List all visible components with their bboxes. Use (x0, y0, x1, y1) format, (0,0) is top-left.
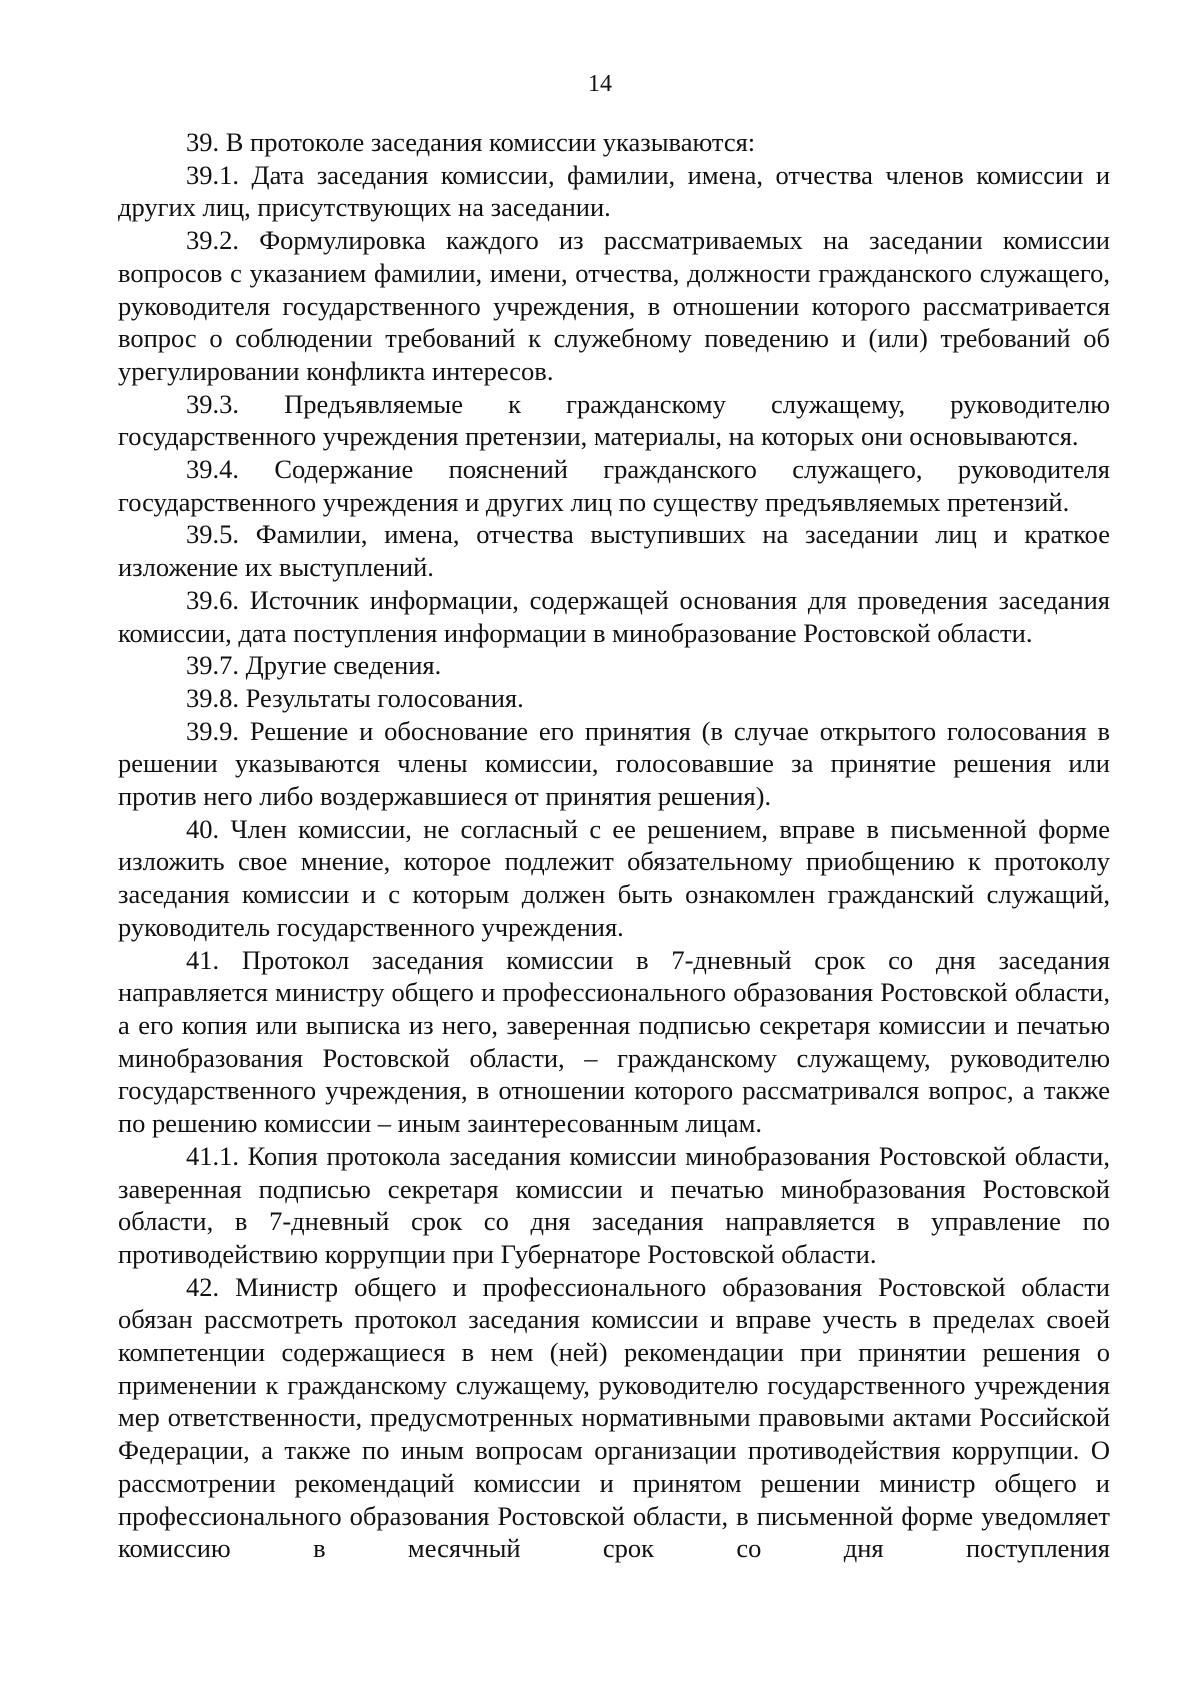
paragraph-39-2: 39.2. Формулировка каждого из рассматриваемых на заседании комиссии вопросов с указанием фамилии, имени, отчества, должности гражданского служащего, руководителя государственного учреждения, в отношении которого рассматривается вопрос о соблюдении требований к служебному поведению и (или) требований об урегулировании конфликта интересов. (118, 225, 1110, 386)
document-body (118, 126, 1110, 1565)
paragraph-39-6: 39.6. Источник информации, содержащей основания для проведения заседания комиссии, дата поступления информации в минобразование Ростовской области. (118, 584, 1110, 648)
paragraph-41: 41. Протокол заседания комиссии в 7-дневный срок со дня заседания направляется министру общего и профессионального образования Ростовской области, а его копия или выписка из него, заверенная подписью секретаря комиссии и печатью минобразования Ростовской области, – гражданскому служащему, руководителю государственного учреждения, в отношении которого рассматривался вопрос, а также по решению комиссии – иным заинтересованным лицам. (118, 944, 1110, 1139)
paragraph-39-4: 39.4. Содержание пояснений гражданского служащего, руководителя государственного учреждения и других лиц по существу предъявляемых претензий. (118, 454, 1110, 517)
page-number: 14 (588, 71, 612, 97)
paragraph-39-8: 39.8. Результаты голосования. (186, 682, 524, 713)
paragraph-39-1: 39.1. Дата заседания комиссии, фамилии, имена, отчества членов комиссии и других лиц, присутствующих на заседании. (118, 159, 1110, 223)
paragraph-39-7: 39.7. Другие сведения. (186, 650, 442, 681)
paragraph-40: 40. Член комиссии, не согласный с ее решением, вправе в письменной форме изложить свое мнение, которое подлежит обязательному приобщению к протоколу заседания комиссии и с которым должен быть ознакомлен гражданский служащий, руководитель государственного учреждения. (118, 813, 1110, 942)
paragraph-41-1: 41.1. Копия протокола заседания комиссии минобразования Ростовской области, заверенная подписью секретаря комиссии и печатью минобразования Ростовской области, в 7-дневный срок со дня заседания направляется в управление по противодействию коррупции при Губернаторе Ростовской области. (118, 1140, 1110, 1269)
paragraph-39-5: 39.5. Фамилии, имена, отчества выступивших на заседании лиц и краткое изложение их выступлений. (118, 519, 1110, 583)
paragraph-39-3: 39.3. Предъявляемые к гражданскому служащему, руководителю государственного учреждения претензии, материалы, на которых они основываются. (118, 388, 1110, 452)
paragraph-39: 39. В протоколе заседания комиссии указываются: (186, 127, 756, 157)
paragraph-42: 42. Министр общего и профессионального образования Ростовской области обязан рассмотреть протокол заседания комиссии и вправе учесть в пределах своей компетенции содержащиеся в нем (ней) рекомендации при принятии решения о применении к гражданскому служащему, руководителю государственного учреждения мер ответственности, предусмотренных нормативными правовыми актами Российской Федерации, а также по иным вопросам организации противодействия коррупции. О рассмотрении рекомендаций комиссии и принятом решении министр общего и профессионального образования Ростовской области, в письменной форме уведомляет комиссию в месячный срок со дня поступления (118, 1271, 1110, 1564)
paragraph-39-9: 39.9. Решение и обоснование его принятия (в случае открытого голосования в решении указываются члены комиссии, голосовавшие за принятие решения или против него либо воздержавшиеся от принятия решения). (118, 715, 1110, 812)
